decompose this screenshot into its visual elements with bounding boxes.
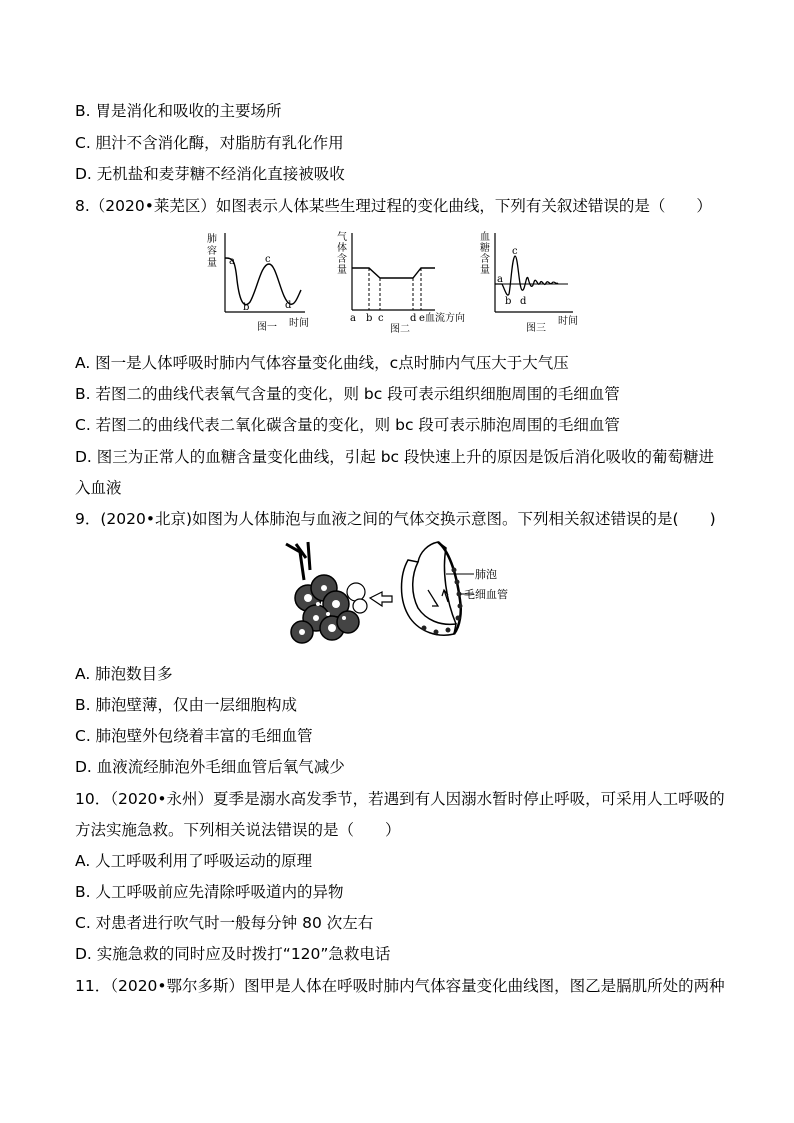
q8-option-c: C. 若图二的曲线代表二氧化碳含量的变化，则 bc 段可表示肺泡周围的毛细血管: [75, 416, 620, 434]
q10-option-d: D. 实施急救的同时应及时拨打“120”急救电话: [75, 945, 391, 963]
q9-option-d: D. 血液流经肺泡外毛细血管后氧气减少: [75, 758, 345, 776]
q10-option-a: A. 人工呼吸利用了呼吸运动的原理: [75, 852, 313, 870]
svg-text:b: b: [366, 313, 373, 324]
svg-text:含: 含: [480, 254, 490, 265]
fig3-caption: 图三: [526, 323, 546, 334]
q10-stem-line1: 10．（2020•永州）夏季是溺水高发季节，若遇到有人因溺水暂时停止呼吸，可采用人工呼吸的: [75, 790, 725, 808]
svg-text:d: d: [410, 313, 417, 324]
svg-text:c: c: [378, 313, 384, 324]
q7-option-d: D. 无机盐和麦芽糖不经消化直接被吸收: [75, 165, 345, 183]
q8-option-b: B. 若图二的曲线代表氧气含量的变化，则 bc 段可表示组织细胞周围的毛细血管: [75, 385, 620, 403]
label-capillary: 毛细血管: [464, 588, 508, 601]
q11-stem: 11．（2020•鄂尔多斯）图甲是人体在呼吸时肺内气体容量变化曲线图，图乙是膈肌所处的两种: [75, 977, 725, 995]
q7-option-b: B. 胃是消化和吸收的主要场所: [75, 102, 282, 120]
figure-3-blood-glucose: [478, 228, 588, 335]
fig2-xlabel: 血流方向: [425, 313, 465, 324]
q8-stem: 8.（2020•莱芜区）如图表示人体某些生理过程的变化曲线，下列有关叙述错误的是（ ）: [75, 197, 712, 215]
svg-text:d: d: [520, 296, 527, 307]
svg-text:a: a: [229, 256, 235, 267]
figure-2-gas-content: [335, 228, 470, 335]
svg-text:d: d: [285, 300, 292, 311]
q10-option-b: B. 人工呼吸前应先清除呼吸道内的异物: [75, 883, 344, 901]
svg-text:a: a: [497, 274, 503, 285]
svg-text:容: 容: [207, 246, 217, 257]
label-alveolus: 肺泡: [475, 568, 497, 581]
svg-text:量: 量: [207, 258, 217, 269]
fig2-caption: 图二: [390, 324, 410, 335]
q7-option-c: C. 胆汁不含消化酶，对脂肪有乳化作用: [75, 134, 344, 152]
svg-text:量: 量: [480, 265, 490, 276]
svg-text:c: c: [512, 246, 518, 257]
q9-option-c: C. 肺泡壁外包绕着丰富的毛细血管: [75, 727, 313, 745]
figure-1-lung-volume: [205, 230, 325, 335]
fig1-xlabel: 时间: [289, 318, 309, 329]
svg-text:糖: 糖: [480, 243, 490, 254]
svg-text:b: b: [505, 296, 512, 307]
fig3-xlabel: 时间: [558, 316, 578, 327]
svg-text:c: c: [265, 254, 271, 265]
q9-option-b: B. 肺泡壁薄，仅由一层细胞构成: [75, 696, 297, 714]
svg-text:含: 含: [337, 254, 347, 265]
q8-option-d-line1: D. 图三为正常人的血糖含量变化曲线，引起 bc 段快速上升的原因是饭后消化吸收的葡萄糖进: [75, 448, 715, 466]
fig1-caption: 图一: [257, 322, 277, 333]
q8-option-a: A. 图一是人体呼吸时肺内气体容量变化曲线，c点时肺内气压大于大气压: [75, 354, 569, 372]
fig1-ylabel: 肺: [207, 234, 217, 245]
svg-text:e: e: [419, 313, 425, 324]
q9-stem: 9．(2020•北京)如图为人体肺泡与血液之间的气体交换示意图。下列相关叙述错误的是( ): [75, 510, 716, 528]
svg-text:体: 体: [337, 243, 347, 254]
figure-alveoli-gas-exchange: [278, 540, 528, 652]
svg-text:b: b: [243, 302, 250, 313]
fig3-ylabel: 血: [480, 232, 490, 243]
fig2-ylabel: 气: [337, 232, 347, 243]
svg-text:量: 量: [337, 265, 347, 276]
svg-text:a: a: [350, 313, 356, 324]
q9-option-a: A. 肺泡数目多: [75, 665, 173, 683]
q8-option-d-line2: 入血液: [75, 479, 122, 497]
q10-option-c: C. 对患者进行吹气时一般每分钟 80 次左右: [75, 914, 374, 932]
q10-stem-line2: 方法实施急救。下列相关说法错误的是（ ）: [75, 821, 401, 839]
